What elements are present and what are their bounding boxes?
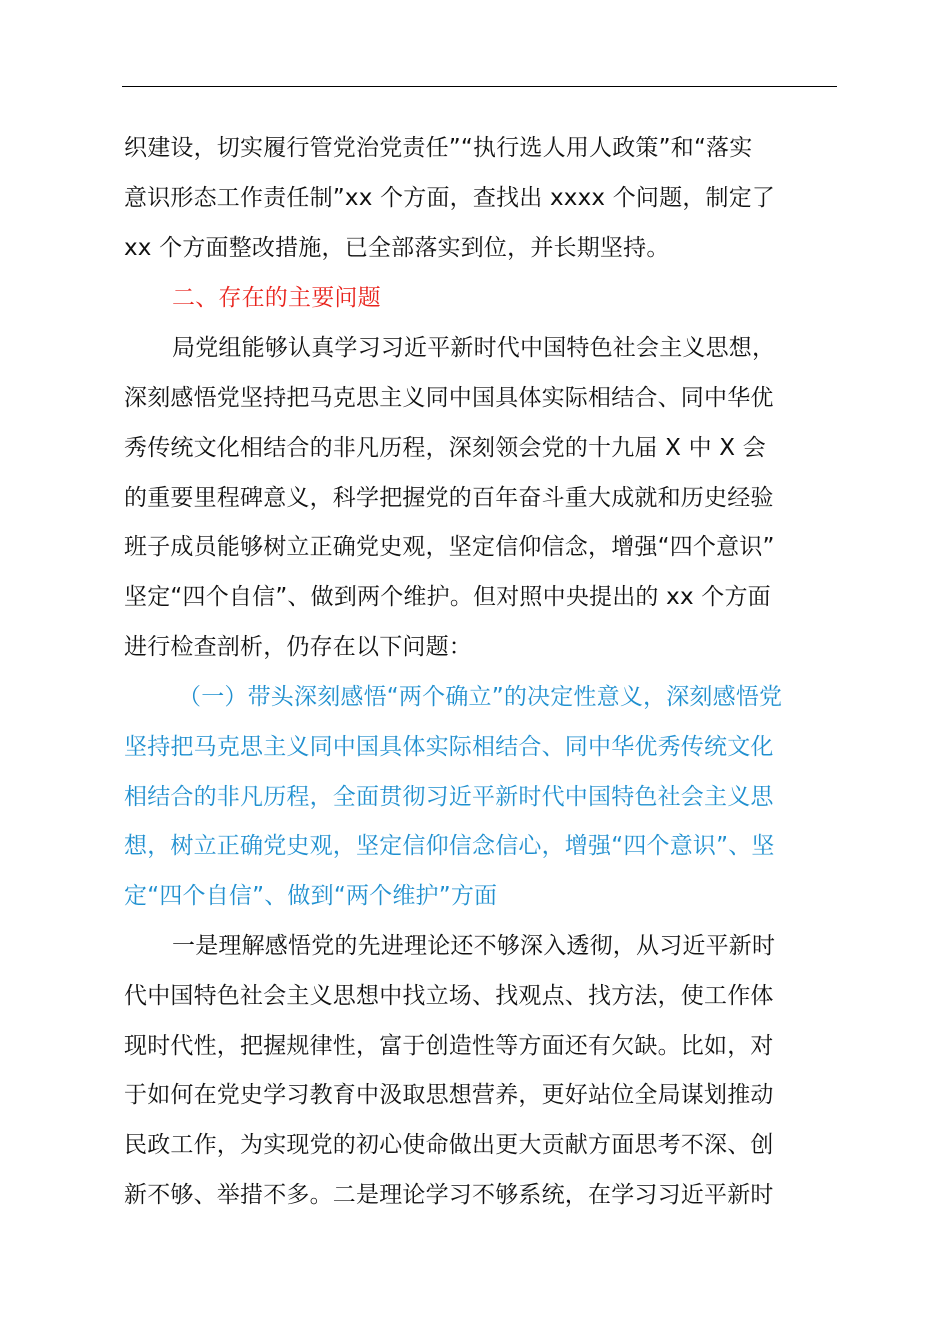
- section-heading: 二、存在的主要问题: [172, 285, 381, 311]
- body-line: 现时代性，把握规律性，富于创造性等方面还有欠缺。比如，对: [124, 1033, 774, 1059]
- body-line: xx 个方面整改措施，已全部落实到位，并长期坚持。: [124, 235, 670, 261]
- body-line: 进行检查剖析，仍存在以下问题：: [124, 634, 472, 660]
- top-rule: [122, 86, 837, 87]
- body-line: 织建设，切实履行管党治党责任”“执行选人用人政策”和“落实: [124, 135, 753, 161]
- subsection-heading: 坚持把马克思主义同中国具体实际相结合、同中华优秀传统文化: [124, 734, 774, 760]
- body-line: 一是理解感悟党的先进理论还不够深入透彻，从习近平新时: [172, 933, 776, 959]
- body-line: 深刻感悟党坚持把马克思主义同中国具体实际相结合、同中华优: [124, 385, 774, 411]
- body-line: 民政工作，为实现党的初心使命做出更大贡献方面思考不深、创: [124, 1132, 774, 1158]
- body-line: 意识形态工作责任制”xx 个方面，查找出 xxxx 个问题，制定了: [124, 185, 776, 211]
- body-line: 新不够、举措不多。二是理论学习不够系统，在学习习近平新时: [124, 1182, 774, 1208]
- subsection-heading: （一）带头深刻感悟“两个确立”的决定性意义，深刻感悟党: [178, 684, 783, 710]
- body-line: 于如何在党史学习教育中汲取思想营养，更好站位全局谋划推动: [124, 1082, 774, 1108]
- body-line: 的重要里程碑意义，科学把握党的百年奋斗重大成就和历史经验: [124, 485, 774, 511]
- body-line: 坚定“四个自信”、做到两个维护。但对照中央提出的 xx 个方面: [124, 584, 771, 610]
- body-line: 代中国特色社会主义思想中找立场、找观点、找方法，使工作体: [124, 983, 774, 1009]
- body-line: 班子成员能够树立正确党史观，坚定信仰信念，增强“四个意识”: [124, 534, 775, 560]
- subsection-heading: 相结合的非凡历程，全面贯彻习近平新时代中国特色社会主义思: [124, 784, 774, 810]
- body-line: 局党组能够认真学习习近平新时代中国特色社会主义思想，: [172, 335, 776, 361]
- subsection-heading: 定“四个自信”、做到“两个维护”方面: [124, 883, 498, 909]
- subsection-heading: 想，树立正确党史观，坚定信仰信念信心，增强“四个意识”、坚: [124, 833, 775, 859]
- body-line: 秀传统文化相结合的非凡历程，深刻领会党的十九届 X 中 X 会: [124, 435, 766, 461]
